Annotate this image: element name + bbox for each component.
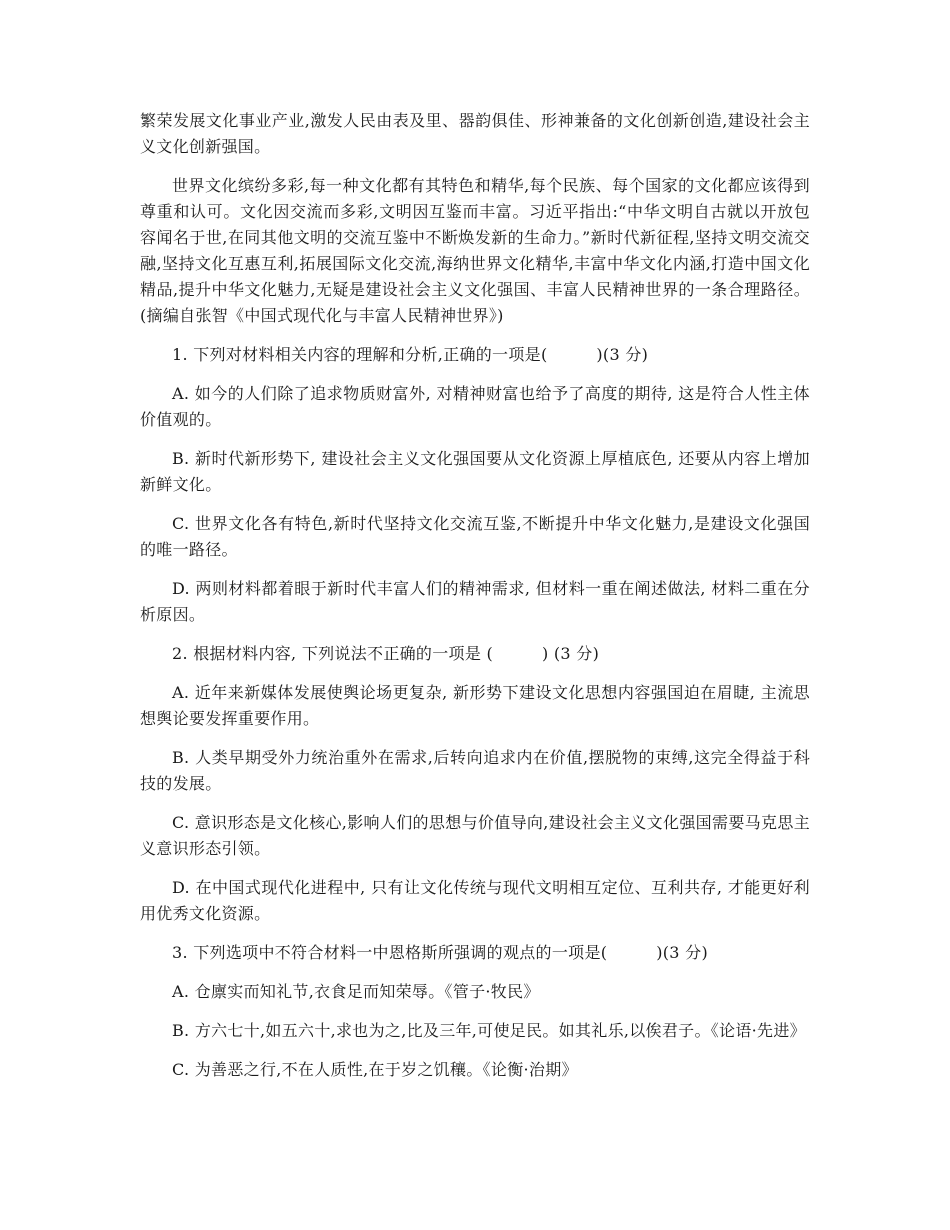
question-3-stem: 3. 下列选项中不符合材料一中恩格斯所强调的观点的一项是( )(3 分) xyxy=(172,943,708,962)
question-2-option-a: A. 近年来新媒体发展使舆论场更复杂, 新形势下建设文化思想内容强国迫在眉睫, 主流思想舆论要发挥重要作用。 xyxy=(140,683,810,728)
passage-paragraph-1: 繁荣发展文化事业产业,激发人民由表及里、器韵俱佳、形神兼备的文化创新创造,建设社会主义文化创新强国。 xyxy=(140,111,810,156)
question-1-option-b: B. 新时代新形势下, 建设社会主义文化强国要从文化资源上厚植底色, 还要从内容上增加新鲜文化。 xyxy=(140,449,810,494)
document-body xyxy=(140,108,810,1096)
question-2-stem: 2. 根据材料内容, 下列说法不正确的一项是 ( ) (3 分) xyxy=(172,644,600,663)
question-1-stem: 1. 下列对材料相关内容的理解和分析,正确的一项是( )(3 分) xyxy=(172,345,649,364)
question-3-option-c: C. 为善恶之行,不在人质性,在于岁之饥穰。《论衡·治期》 xyxy=(172,1060,578,1079)
question-2-option-d: D. 在中国式现代化进程中, 只有让文化传统与现代文明相互定位、互利共存, 才能更好利用优秀文化资源。 xyxy=(140,878,810,923)
question-2-option-b: B. 人类早期受外力统治重外在需求,后转向追求内在价值,摆脱物的束缚,这完全得益于科技的发展。 xyxy=(140,748,810,793)
question-3-option-a: A. 仓廪实而知礼节,衣食足而知荣辱。《管子·牧民》 xyxy=(172,982,540,1001)
question-3-option-b: B. 方六七十,如五六十,求也为之,比及三年,可使足民。如其礼乐,以俟君子。《论语·先进》 xyxy=(172,1021,806,1040)
passage-paragraph-2: 世界文化缤纷多彩,每一种文化都有其特色和精华,每个民族、每个国家的文化都应该得到尊重和认可。文化因交流而多彩,文明因互鉴而丰富。习近平指出:“中华文明自古就以开放包容闻名于世,在同其他文明的交流互鉴中不断焕发新的生命力。”新时代新征程,坚持文明交流交融,坚持文化互惠互利,拓展国际文化交流,海纳世界文化精华,丰富中华文化内涵,打造中国文化精品,提升中华文化魅力,无疑是建设社会主义文化强国、丰富人民精神世界的一条合理路径。 (摘编自张智《中国式现代化与丰富人民精神世界》) xyxy=(140,176,810,325)
question-1-option-a: A. 如今的人们除了追求物质财富外, 对精神财富也给予了高度的期待, 这是符合人性主体价值观的。 xyxy=(140,384,810,429)
question-1-option-d: D. 两则材料都着眼于新时代丰富人们的精神需求, 但材料一重在阐述做法, 材料二重在分析原因。 xyxy=(140,579,810,624)
question-1-option-c: C. 世界文化各有特色,新时代坚持文化交流互鉴,不断提升中华文化魅力,是建设文化强国的唯一路径。 xyxy=(140,514,810,559)
question-2-option-c: C. 意识形态是文化核心,影响人们的思想与价值导向,建设社会主义文化强国需要马克思主义意识形态引领。 xyxy=(140,813,810,858)
